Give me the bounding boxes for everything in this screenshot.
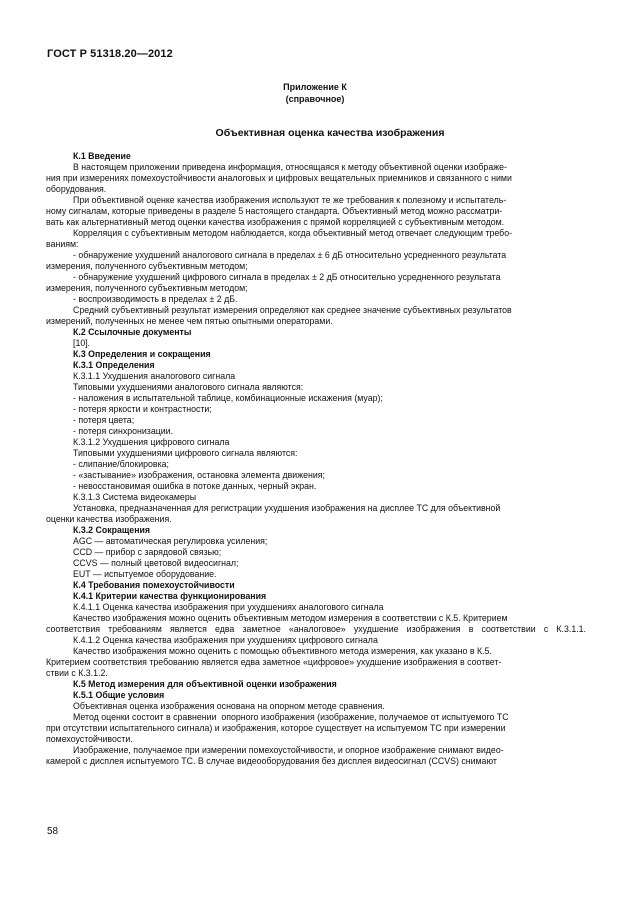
text-line: [10]. bbox=[73, 338, 91, 348]
page-number: 58 bbox=[47, 826, 59, 837]
text-line: - наложения в испытательной таблице, комбинационные искажения (муар); bbox=[73, 393, 383, 403]
section-heading: К.2 Ссылочные документы bbox=[73, 327, 192, 337]
text-line: измерений, полученных не менее чем пятью опытными операторами. bbox=[46, 316, 333, 326]
section-heading: К.3 Определения и сокращения bbox=[73, 349, 211, 359]
text-line: EUT — испытуемое оборудование. bbox=[73, 569, 217, 579]
text-line: Установка, предназначенная для регистрации ухудшения изображения на дисплее ТС для объективной bbox=[73, 503, 501, 513]
text-line: ному сигналам, которые приведены в разделе 5 настоящего стандарта. Объективный метод можно рассматри- bbox=[46, 206, 503, 216]
text-line: вать как альтернативный метод оценки качества изображения с прямой корреляцией с субъективным методом. bbox=[46, 217, 505, 227]
section-heading: К.5 Метод измерения для объективной оценки изображения bbox=[73, 679, 337, 689]
document-header: ГОСТ Р 51318.20—2012 bbox=[47, 48, 173, 60]
text-line: Объективная оценка изображения основана на опорном методе сравнения. bbox=[73, 701, 385, 711]
text-line: Изображение, получаемое при измерении помехоустойчивости, и опорное изображение снимают видео- bbox=[73, 745, 504, 755]
text-line: Средний субъективный результат измерения определяют как среднее значение субъективных результатов bbox=[73, 305, 512, 315]
text-line: AGC — автоматическая регулировка усиления; bbox=[73, 536, 268, 546]
text-line: К.4.1.2 Оценка качества изображения при ухудшениях цифрового сигнала bbox=[73, 635, 378, 645]
text-line: При объективной оценке качества изображения используют те же требования к полезному и испытатель- bbox=[73, 195, 507, 205]
section-heading: К.4 Требования помехоустойчивости bbox=[73, 580, 235, 590]
text-line: CCD — прибор с зарядовой связью; bbox=[73, 547, 222, 557]
annex-subtitle: (справочное) bbox=[285, 94, 345, 104]
text-line: - слипание/блокировка; bbox=[73, 459, 169, 469]
section-heading: К.3.1 Определения bbox=[73, 360, 155, 370]
text-line: Качество изображения можно оценить с помощью объективного метода измерения, как указано в К.5. bbox=[73, 646, 492, 656]
text-line: Типовыми ухудшениями аналогового сигнала являются: bbox=[73, 382, 304, 392]
text-line: К.4.1.1 Оценка качества изображения при ухудшениях аналогового сигнала bbox=[73, 602, 384, 612]
text-line: К.3.1.2 Ухудшения цифрового сигнала bbox=[73, 437, 230, 447]
text-line: - потеря цвета; bbox=[73, 415, 135, 425]
text-line: - обнаружение ухудшений цифрового сигнала в пределах ± 2 дБ относительно усредненного результата bbox=[73, 272, 501, 282]
text-line: помехоустойчивости. bbox=[46, 734, 133, 744]
document-body bbox=[46, 151, 586, 767]
annex-title: Приложение К bbox=[283, 82, 347, 92]
text-line: Корреляция с субъективным методом наблюдается, когда объективный метод отвечает следующим требо- bbox=[73, 228, 513, 238]
text-line: при отсутствии испытательного сигнала) и изображения, которое существует на испытуемом ТС при измерении bbox=[46, 723, 506, 733]
text-line: Метод оценки состоит в сравнении опорного изображения (изображение, получаемое от испытуемого ТС bbox=[73, 712, 509, 722]
text-line: Типовыми ухудшениями цифрового сигнала являются: bbox=[73, 448, 298, 458]
text-line: оборудования. bbox=[46, 184, 107, 194]
section-heading: К.1 Введение bbox=[73, 151, 131, 161]
text-line: CCVS — полный цветовой видеосигнал; bbox=[73, 558, 239, 568]
text-line: - воспроизводимость в пределах ± 2 дБ. bbox=[73, 294, 238, 304]
text-line: ния при измерениях помехоустойчивости аналоговых и цифровых вещательных приемников и связанного с ними bbox=[46, 173, 512, 183]
text-line: - «застывание» изображения, остановка элемента движения; bbox=[73, 470, 325, 480]
text-line: - потеря синхронизации. bbox=[73, 426, 174, 436]
text-line: оценки качества изображения. bbox=[46, 514, 172, 524]
text-line: камерой с дисплея испытуемого ТС. В случае видеооборудования без дисплея видеосигнал (CCVS) снимают bbox=[46, 756, 497, 766]
text-line: ваниям: bbox=[46, 239, 79, 249]
section-heading: К.3.2 Сокращения bbox=[73, 525, 151, 535]
section-title: Объективная оценка качества изображения bbox=[215, 127, 445, 139]
text-line: К.3.1.1 Ухудшения аналогового сигнала bbox=[73, 371, 236, 381]
text-line: Качество изображения можно оценить объективным методом измерения в соответствии с К.5. Критерием bbox=[73, 613, 508, 623]
section-heading: К.4.1 Критерии качества функционирования bbox=[73, 591, 267, 601]
text-line: измерения, полученного субъективным методом; bbox=[46, 283, 248, 293]
text-line: К.3.1.3 Система видеокамеры bbox=[73, 492, 197, 502]
text-line: - невосстановимая ошибка в потоке данных, черный экран. bbox=[73, 481, 317, 491]
section-heading: К.5.1 Общие условия bbox=[73, 690, 165, 700]
text-line: Критерием соответствия требованию является едва заметное «цифровое» ухудшение изображения в соответ- bbox=[46, 657, 502, 667]
text-line: ствии с К.3.1.2. bbox=[46, 668, 108, 678]
text-line: измерения, полученного субъективным методом; bbox=[46, 261, 248, 271]
text-line: - потеря яркости и контрастности; bbox=[73, 404, 212, 414]
text-line: - обнаружение ухудшений аналогового сигнала в пределах ± 6 дБ относительно усредненного результата bbox=[73, 250, 507, 260]
text-line: В настоящем приложении приведена информация, относящаяся к методу объективной оценки изображе- bbox=[73, 162, 507, 172]
text-line: соответствия требованиям является едва заметное «аналоговое» ухудшение изображения в соответствии с К.3.1.1. bbox=[46, 624, 586, 634]
